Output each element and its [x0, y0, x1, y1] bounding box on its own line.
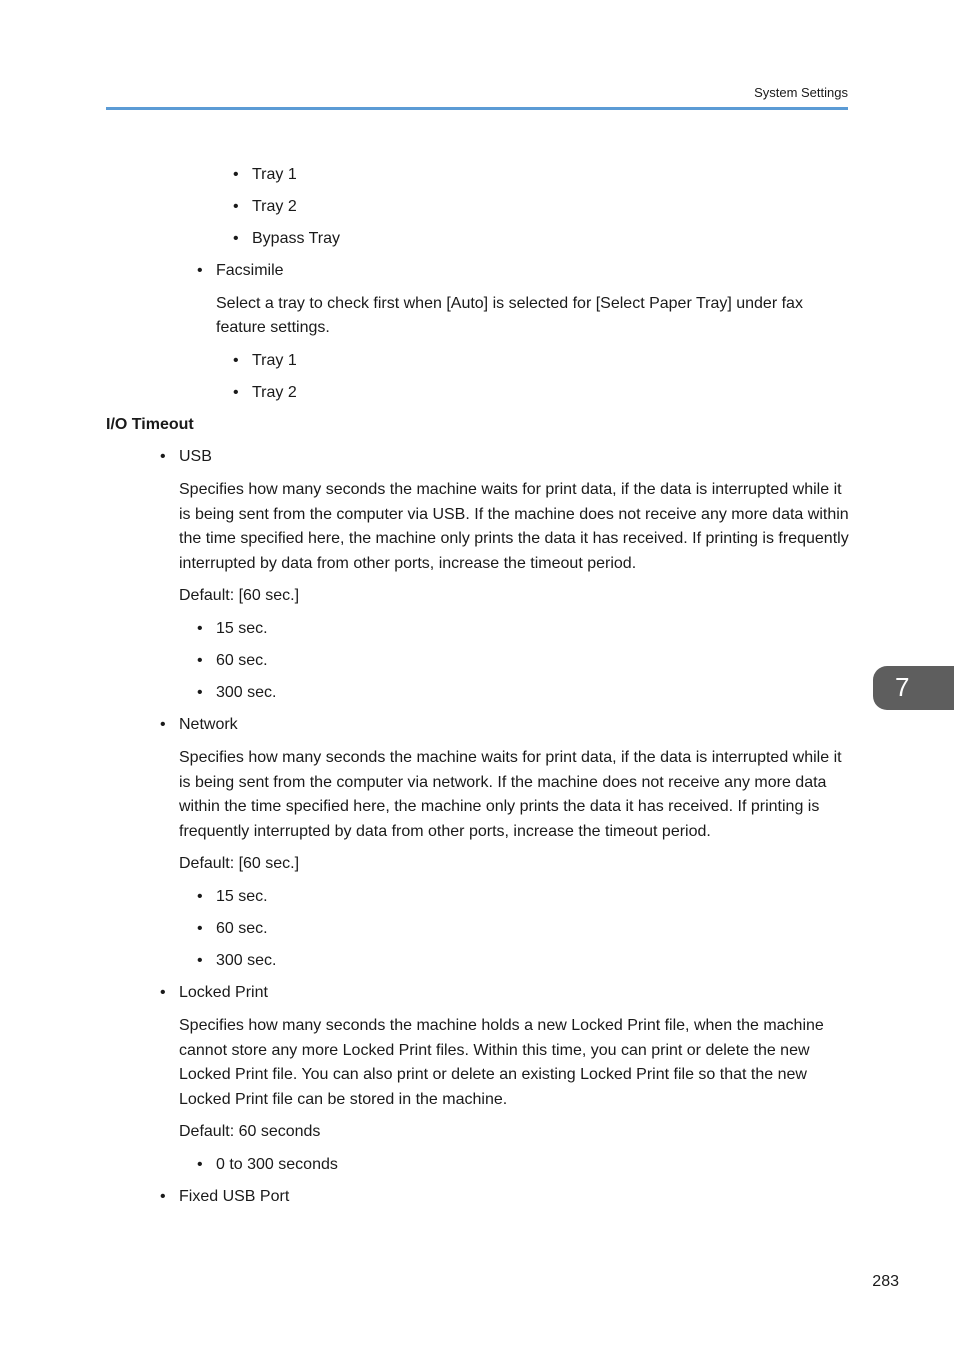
locked-print-option: • 0 to 300 seconds	[216, 1153, 338, 1178]
network-default: Default: [60 sec.]	[179, 855, 300, 872]
network-label: • Network	[179, 713, 238, 738]
page-number: 283	[872, 1273, 899, 1290]
usb-desc-line: interrupted by data from other ports, increase the timeout period.	[179, 555, 637, 572]
network-option: • 300 sec.	[216, 949, 276, 974]
network-option: • 60 sec.	[216, 917, 268, 942]
usb-option: • 15 sec.	[216, 617, 268, 642]
locked-print-desc-line: Locked Print file. You can also print or delete an existing Locked Print file so that the new	[179, 1066, 807, 1083]
facsimile-desc-line: Select a tray to check first when [Auto] is selected for [Select Paper Tray] under fax	[216, 295, 803, 312]
running-header: System Settings	[754, 85, 848, 100]
usb-option: • 300 sec.	[216, 681, 276, 706]
network-desc-line: Specifies how many seconds the machine waits for print data, if the data is interrupted while it	[179, 749, 842, 766]
usb-desc-line: Specifies how many seconds the machine waits for print data, if the data is interrupted while it	[179, 481, 842, 498]
facsimile-desc-line: feature settings.	[216, 319, 330, 336]
tray-item: • Tray 2	[252, 381, 297, 406]
facsimile-label: • Facsimile	[216, 259, 284, 284]
network-option: • 15 sec.	[216, 885, 268, 910]
locked-print-label: • Locked Print	[179, 981, 268, 1006]
usb-default: Default: [60 sec.]	[179, 587, 300, 604]
fixed-usb-port-label: • Fixed USB Port	[179, 1185, 289, 1210]
usb-desc-line: the time specified here, the machine only prints the data it has received. If printing is frequently	[179, 530, 849, 547]
usb-desc-line: is being sent from the computer via USB. If the machine does not receive any more data within	[179, 506, 849, 523]
network-desc-line: within the time specified here, the machine only prints the data it has received. If printing is	[179, 798, 820, 815]
locked-print-default: Default: 60 seconds	[179, 1123, 321, 1140]
section-heading: I/O Timeout	[106, 416, 194, 433]
chapter-tab	[873, 666, 954, 710]
network-desc-line: frequently interrupted by data from other ports, increase the timeout period.	[179, 823, 711, 840]
network-desc-line: is being sent from the computer via network. If the machine does not receive any more data	[179, 774, 827, 791]
tray-item: • Tray 1	[252, 349, 297, 374]
locked-print-desc-line: Locked Print file can be stored in the machine.	[179, 1091, 508, 1108]
locked-print-desc-line: cannot store any more Locked Print files. Within this time, you can print or delete the new	[179, 1042, 810, 1059]
usb-label: • USB	[179, 445, 212, 470]
usb-option: • 60 sec.	[216, 649, 268, 674]
chapter-number: 7	[895, 672, 910, 702]
tray-item: • Tray 2	[252, 195, 297, 220]
locked-print-desc-line: Specifies how many seconds the machine holds a new Locked Print file, when the machine	[179, 1017, 824, 1034]
tray-item: • Bypass Tray	[252, 227, 340, 252]
tray-item: • Tray 1	[252, 163, 297, 188]
header-rule	[106, 107, 848, 110]
